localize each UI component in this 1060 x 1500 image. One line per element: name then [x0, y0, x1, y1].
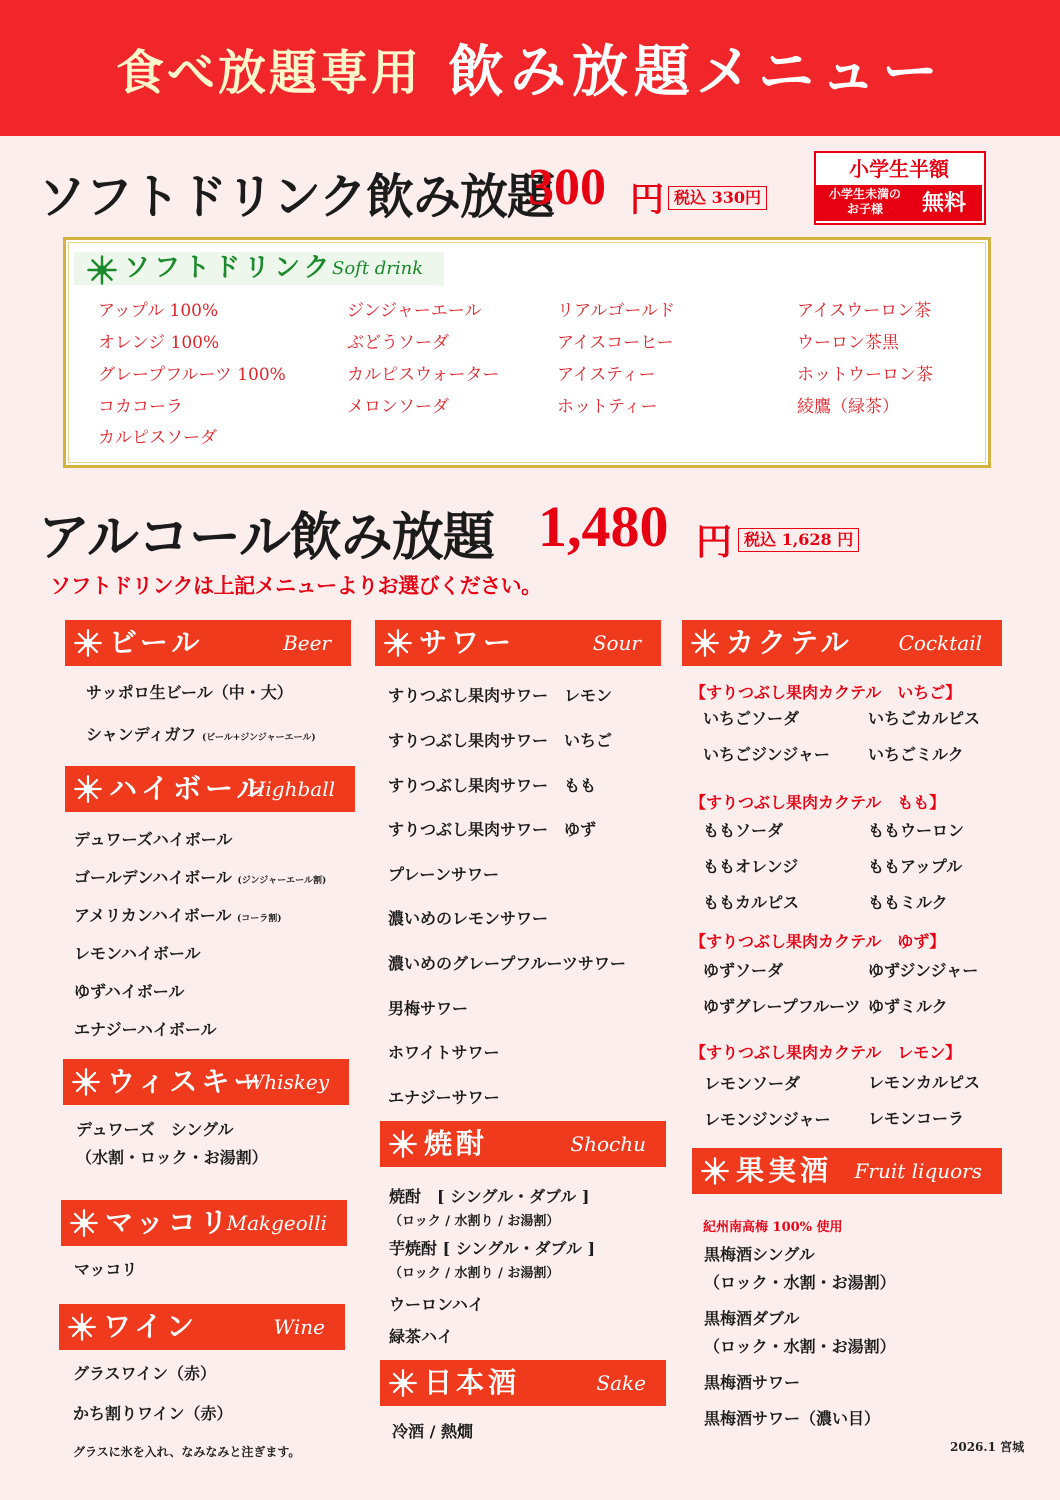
cocktail-group-head: 【すりつぶし果肉カクテル もも】: [690, 793, 946, 812]
menu-item-note: (ビール+ジンジャーエール): [201, 733, 316, 743]
section-header-highball: [65, 766, 355, 812]
menu-item: 黒梅酒サワー: [704, 1373, 801, 1392]
section-header-wine: [59, 1304, 345, 1350]
soft-drink-title: ソフトドリンク: [124, 253, 334, 283]
menu-item: ホワイトサワー: [388, 1043, 500, 1062]
alcohol-plan-note: ソフトドリンクは上記メニューよりお選びください。: [50, 573, 542, 598]
menu-item: 濃いめのレモンサワー: [388, 909, 549, 928]
soft-item: ぶどうソーダ: [347, 333, 449, 353]
menu-item: すりつぶし果肉サワー レモン: [388, 686, 613, 705]
menu-item-sub: （水割・ロック・お湯割）: [76, 1148, 268, 1167]
kids-half-price: 小学生半額: [849, 157, 949, 181]
soft-item: アイスコーヒー: [557, 333, 674, 353]
menu-item-sub: （ロック・水割・お湯割）: [704, 1273, 896, 1292]
section-title-en: Shochu: [570, 1132, 646, 1156]
menu-item-label: アメリカンハイボール: [74, 906, 232, 925]
menu-item: 黒梅酒サワー（濃い目）: [704, 1409, 881, 1428]
soft-item: コカコーラ: [98, 397, 183, 417]
section-header-sake: [380, 1360, 666, 1406]
section-header-fruit-liquors: [692, 1148, 1002, 1194]
menu-item: デュワーズ シングル: [76, 1120, 234, 1139]
section-title-en: Wine: [273, 1315, 325, 1339]
soft-item: メロンソーダ: [347, 397, 449, 417]
menu-item: ももアップル: [868, 857, 963, 876]
wine-note: グラスに氷を入れ、なみなみと注ぎます。: [73, 1445, 301, 1459]
burst-icon: [73, 774, 103, 804]
menu-item: 黒梅酒ダブル: [704, 1309, 800, 1328]
menu-item: ゆずソーダ: [703, 961, 784, 980]
menu-item: レモンカルピス: [868, 1073, 981, 1092]
soft-item: ホットティー: [557, 397, 658, 417]
menu-item-note: (ジンジャーエール割): [237, 876, 327, 886]
menu-item: ウーロンハイ: [389, 1295, 484, 1314]
section-header-shochu: [380, 1121, 666, 1167]
soft-item: 綾鷹（緑茶）: [797, 397, 899, 417]
menu-item: [86, 724, 316, 749]
menu-item: ももミルク: [868, 893, 948, 912]
menu-item: いちごジンジャー: [703, 745, 830, 764]
kids-note-line2: お子様: [846, 202, 883, 216]
cocktail-group-head: 【すりつぶし果肉カクテル レモン】: [690, 1043, 962, 1062]
soft-plan-title: ソフトドリンク飲み放題: [38, 169, 555, 225]
cocktail-group-head: 【すりつぶし果肉カクテル ゆず】: [690, 932, 946, 951]
burst-icon: [690, 628, 720, 658]
section-title-en: Whiskey: [243, 1070, 329, 1094]
section-header-cocktail: [682, 620, 1002, 666]
title-part1: 食べ放題専用: [115, 44, 422, 101]
page-title: [0, 0, 1060, 136]
section-title-en: Fruit liquors: [854, 1159, 982, 1183]
section-title-en: Cocktail: [898, 631, 982, 655]
section-header-sour: [375, 620, 661, 666]
section-title: サワー: [419, 626, 516, 659]
soft-item: ウーロン茶黒: [797, 333, 899, 353]
section-header-whiskey: [63, 1059, 349, 1105]
menu-item: 芋焼酎 [ シングル・ダブル ]: [389, 1239, 596, 1258]
menu-item: エナジーサワー: [388, 1088, 500, 1107]
menu-item-note: (コーラ割): [237, 914, 282, 924]
fruit-note: 紀州南高梅 100% 使用: [703, 1220, 843, 1235]
soft-drink-title-en: Soft drink: [332, 258, 424, 279]
menu-item: ゆずハイボール: [74, 982, 185, 1001]
soft-item: カルピスウォーター: [347, 365, 500, 385]
section-title: ビール: [109, 626, 204, 659]
soft-item: グレープフルーツ 100%: [98, 365, 286, 385]
menu-item: 冷酒 / 熱燗: [392, 1422, 473, 1441]
menu-item-label: ゴールデンハイボール: [74, 868, 232, 887]
menu-item: すりつぶし果肉サワー いちご: [388, 731, 613, 750]
section-title: ワイン: [103, 1310, 199, 1343]
menu-item: レモンジンジャー: [704, 1110, 831, 1129]
menu-item: プレーンサワー: [388, 865, 500, 884]
kids-note-line1: 小学生未満の: [828, 187, 901, 201]
menu-item: いちごソーダ: [703, 709, 800, 728]
menu-item: グラスワイン（赤）: [73, 1364, 217, 1383]
burst-icon: [67, 1312, 97, 1342]
menu-item: ももウーロン: [868, 821, 965, 840]
alcohol-plan-yen: 円: [696, 521, 733, 563]
menu-item: 男梅サワー: [388, 999, 469, 1018]
burst-icon: [700, 1156, 730, 1186]
section-title: 果実酒: [736, 1154, 833, 1187]
menu-item: エナジーハイボール: [74, 1020, 217, 1039]
menu-item: すりつぶし果肉サワー もも: [388, 776, 597, 795]
kids-free: 無料: [921, 190, 966, 216]
burst-icon: [73, 628, 103, 658]
menu-item: いちごミルク: [868, 745, 964, 764]
section-title-en: Sour: [592, 631, 641, 655]
burst-icon: [388, 1368, 418, 1398]
section-title: カクテル: [726, 626, 853, 659]
section-title: マッコリ: [105, 1206, 232, 1239]
soft-item: ホットウーロン茶: [797, 365, 933, 385]
section-title: 焼酎: [424, 1127, 489, 1160]
alcohol-plan-tax: 税込 1,628 円: [738, 528, 859, 552]
soft-plan-price: 300: [528, 159, 606, 216]
kids-note: [818, 187, 912, 217]
soft-item: アイスティー: [557, 365, 656, 385]
alcohol-plan-price: 1,480: [538, 494, 669, 559]
menu-item: いちごカルピス: [868, 709, 981, 728]
cocktail-group-head: 【すりつぶし果肉カクテル いちご】: [690, 683, 962, 702]
soft-item: アップル 100%: [98, 301, 219, 321]
menu-item-sub: （ロック / 水割り / お湯割）: [389, 1214, 560, 1229]
menu-item: デュワーズハイボール: [74, 830, 233, 849]
section-title-en: Beer: [283, 631, 331, 655]
menu-item: ももソーダ: [703, 821, 784, 840]
section-title: ウィスキー: [107, 1065, 266, 1098]
burst-icon: [69, 1208, 99, 1238]
soft-item: アイスウーロン茶: [797, 301, 932, 321]
menu-item: すりつぶし果肉サワー ゆず: [388, 820, 597, 839]
section-title: 日本酒: [424, 1366, 521, 1399]
soft-item: リアルゴールド: [557, 301, 675, 321]
menu-item: ゆずジンジャー: [868, 961, 979, 980]
alcohol-plan-title: アルコール飲み放題: [38, 507, 494, 568]
burst-icon: [388, 1129, 418, 1159]
menu-item: 緑茶ハイ: [389, 1327, 454, 1346]
soft-plan-yen: 円: [630, 180, 664, 220]
section-title-en: Sake: [596, 1371, 646, 1395]
menu-item: かち割りワイン（赤）: [73, 1404, 233, 1423]
menu-item: 濃いめのグレープフルーツサワー: [388, 954, 626, 973]
soft-item: オレンジ 100%: [98, 333, 220, 353]
menu-item: [74, 905, 282, 930]
title-part2: 飲み放題メニュー: [448, 39, 944, 105]
menu-item: 黒梅酒シングル: [704, 1245, 815, 1264]
menu-item: ゆずグレープフルーツ: [703, 997, 861, 1016]
section-header-beer: [65, 620, 351, 666]
soft-item: カルピスソーダ: [98, 428, 217, 448]
burst-icon: [86, 254, 118, 286]
menu-item: レモンソーダ: [704, 1074, 801, 1093]
menu-item: レモンハイボール: [74, 944, 201, 963]
burst-icon: [383, 628, 413, 658]
soft-item: ジンジャーエール: [347, 301, 482, 321]
footer-date: 2026.1 宮城: [950, 1440, 1025, 1454]
menu-item: 焼酎 [ シングル・ダブル ]: [389, 1187, 590, 1206]
soft-plan-tax: 税込 330円: [668, 186, 767, 210]
menu-item: ももオレンジ: [703, 857, 799, 876]
menu-item: サッポロ生ビール（中・大）: [86, 683, 293, 702]
section-header-makgeolli: [61, 1200, 347, 1246]
burst-icon: [71, 1067, 101, 1097]
menu-item-sub: （ロック・水割・お湯割）: [704, 1337, 896, 1356]
menu-item-sub: （ロック / 水割り / お湯割）: [389, 1266, 560, 1281]
menu-item-label: シャンディガフ: [86, 725, 197, 744]
section-title: ハイボール: [109, 772, 269, 805]
menu-item: ゆずミルク: [868, 997, 948, 1016]
menu-item: ももカルピス: [703, 893, 800, 912]
menu-item: レモンコーラ: [868, 1109, 965, 1128]
section-title-en: Makgeolli: [226, 1211, 327, 1235]
section-title-en: Highball: [247, 777, 335, 801]
menu-item: [74, 867, 326, 892]
menu-item: マッコリ: [74, 1260, 138, 1279]
